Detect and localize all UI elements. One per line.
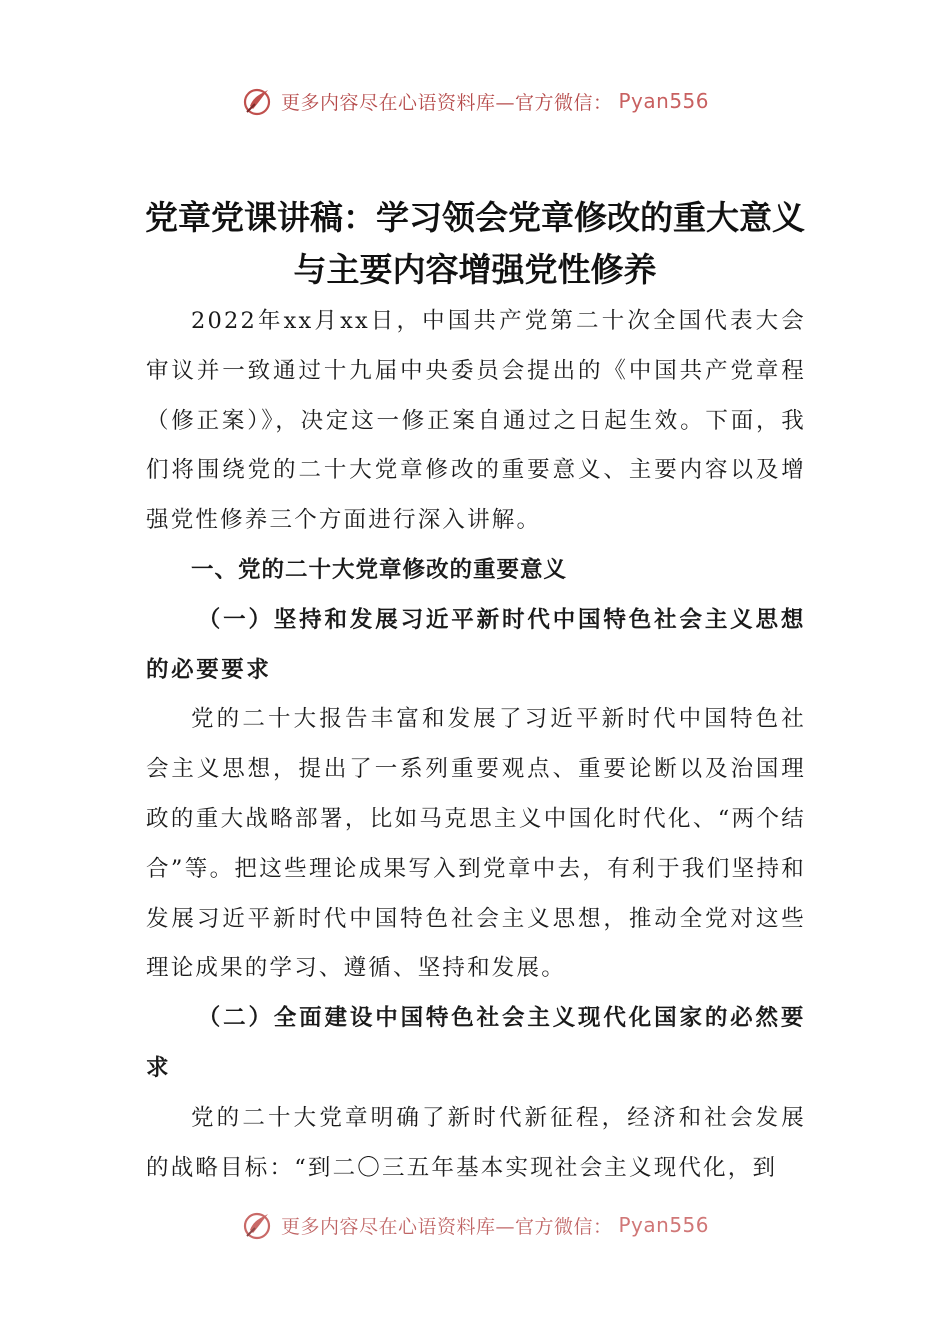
watermark-footer [0,1208,950,1242]
library-logo-icon [241,1208,275,1242]
subsection-heading: （一）坚持和发展习近平新时代中国特色社会主义思想的必要要求 [146,606,806,683]
body-paragraph: 党的二十大报告丰富和发展了习近平新时代中国特色社会主义思想，提出了一系列重要观点、重要论断以及治国理政的重大战略部署，比如马克思主义中国化时代化、“两个结合”等。把这些理论成果写入到党章中去，有利于我们坚持和发展习近平新时代中国特色社会主义思想，推动全党对这些理论成果的学习、遵循、坚持和发展。 [146,706,806,982]
watermark-code: Pyan556 [618,89,710,113]
subsection-heading: （二）全面建设中国特色社会主义现代化国家的必然要求 [146,1005,806,1081]
watermark-code: Pyan556 [618,1213,710,1237]
section-heading: 一、党的二十大党章修改的重要意义 [191,556,568,583]
intro-paragraph: 2022年xx月xx日，中国共产党第二十次全国代表大会审议并一致通过十九届中央委员会提出的《中国共产党章程（修正案）》，决定这一修正案自通过之日起生效。下面，我们将围绕党的二十大党章修改的重要意义、主要内容以及增强党性修养三个方面进行深入讲解。 [146,308,806,534]
watermark-text: 更多内容尽在心语资料库—官方微信： [280,1215,613,1238]
document-body [146,297,806,1193]
watermark-header [0,84,950,118]
document-title: 党章党课讲稿：学习领会党章修改的重大意义与主要内容增强党性修养 [145,198,805,289]
body-paragraph: 党的二十大党章明确了新时代新征程，经济和社会发展的战略目标：“到二〇三五年基本实现社会主义现代化，到 [146,1104,806,1181]
watermark-text: 更多内容尽在心语资料库—官方微信： [280,91,613,114]
library-logo-icon [241,84,275,118]
